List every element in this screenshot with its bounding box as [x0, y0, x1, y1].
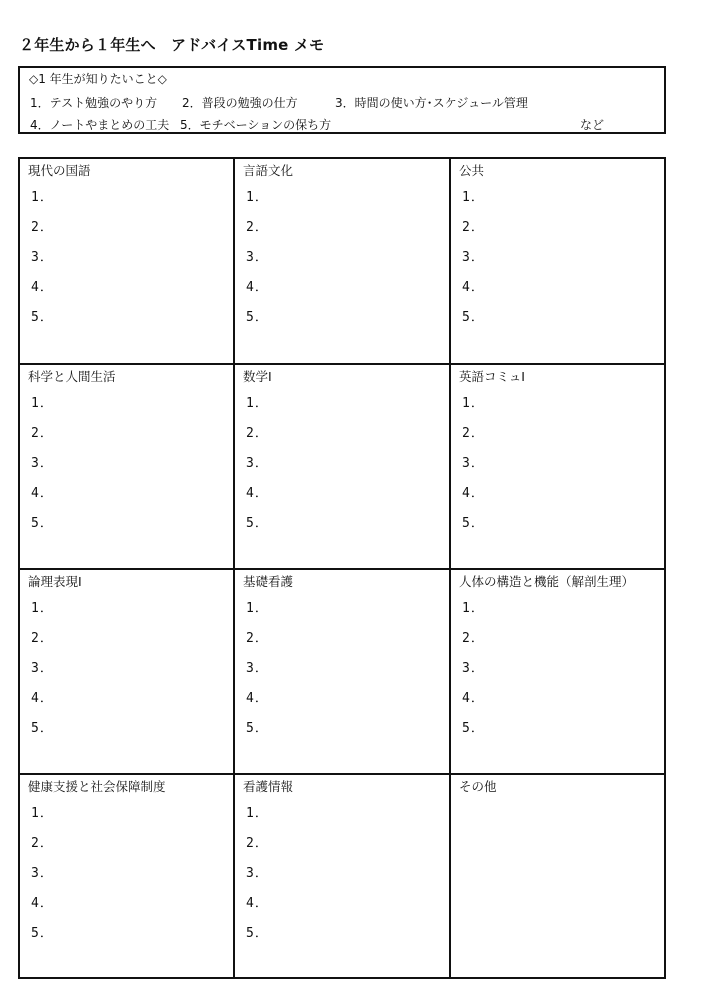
- subject-cell: [235, 775, 451, 977]
- advice-list: [246, 189, 269, 339]
- subject-name: 数学Ⅰ: [243, 369, 272, 384]
- subject-name: 科学と人間生活: [28, 369, 116, 384]
- advice-item: 1．: [31, 396, 54, 411]
- advice-item: 5．: [462, 721, 485, 736]
- advice-item: 3．: [246, 250, 269, 265]
- advice-list: [246, 600, 269, 750]
- subject-name: その他: [459, 779, 497, 794]
- subject-cell: [20, 159, 235, 365]
- advice-item: 5．: [31, 516, 54, 531]
- subject-cell: [451, 570, 664, 775]
- subject-name: 言語文化: [243, 163, 294, 178]
- advice-item: 3．: [31, 456, 54, 471]
- subject-cell: [235, 159, 451, 365]
- advice-item: 4．: [31, 486, 54, 501]
- subject-name: 英語コミュⅠ: [459, 369, 525, 384]
- advice-item: 3．: [31, 866, 54, 881]
- advice-list: [246, 805, 269, 955]
- advice-item: 2．: [462, 631, 485, 646]
- subject-name: 看護情報: [243, 779, 294, 794]
- advice-item: 3．: [31, 250, 54, 265]
- subject-name: 健康支援と社会保障制度: [28, 779, 166, 794]
- advice-item: 4．: [246, 280, 269, 295]
- subject-cell: [20, 365, 235, 570]
- advice-item: 4．: [31, 691, 54, 706]
- subject-cell: [20, 775, 235, 977]
- advice-item: 4．: [246, 486, 269, 501]
- advice-item: 2．: [31, 631, 54, 646]
- advice-item: 3．: [462, 661, 485, 676]
- advice-item: 2．: [246, 836, 269, 851]
- subject-name: 人体の構造と機能（解剖生理）: [459, 574, 635, 589]
- advice-item: 1．: [246, 396, 269, 411]
- advice-list: [462, 600, 485, 750]
- advice-item: 3．: [462, 250, 485, 265]
- topics-heading: ◇1 年生が知りたいこと◇: [29, 72, 167, 86]
- advice-list: [31, 805, 54, 955]
- advice-item: 1．: [31, 601, 54, 616]
- topic-item: 4．ノートやまとめの工夫: [30, 118, 170, 132]
- advice-item: 1．: [462, 601, 485, 616]
- subject-cell: [451, 775, 664, 977]
- advice-list: [246, 395, 269, 545]
- advice-item: 2．: [246, 631, 269, 646]
- advice-item: 3．: [246, 661, 269, 676]
- advice-item: 3．: [246, 456, 269, 471]
- advice-item: 5．: [462, 310, 485, 325]
- subject-cell: [235, 365, 451, 570]
- subject-name: 公共: [459, 163, 485, 178]
- advice-item: 2．: [31, 426, 54, 441]
- advice-item: 4．: [462, 691, 485, 706]
- advice-item: 1．: [31, 806, 54, 821]
- advice-item: 3．: [31, 661, 54, 676]
- advice-item: 4．: [246, 896, 269, 911]
- subject-name: 現代の国語: [28, 163, 91, 178]
- advice-item: 1．: [246, 190, 269, 205]
- subject-grid: [18, 157, 666, 979]
- advice-item: 3．: [246, 866, 269, 881]
- advice-item: 4．: [31, 896, 54, 911]
- topics-suffix: など: [580, 118, 605, 132]
- subject-cell: [235, 570, 451, 775]
- advice-item: 2．: [246, 220, 269, 235]
- advice-item: 5．: [31, 721, 54, 736]
- subject-name: 基礎看護: [243, 574, 294, 589]
- advice-list: [31, 189, 54, 339]
- advice-list: [31, 600, 54, 750]
- topic-item: 2．普段の勉強の仕方: [182, 96, 298, 110]
- subject-cell: [451, 365, 664, 570]
- advice-item: 3．: [462, 456, 485, 471]
- subject-cell: [20, 570, 235, 775]
- advice-item: 5．: [31, 926, 54, 941]
- advice-item: 5．: [31, 310, 54, 325]
- advice-item: 5．: [462, 516, 485, 531]
- advice-item: 5．: [246, 721, 269, 736]
- advice-item: 1．: [462, 396, 485, 411]
- advice-list: [462, 189, 485, 339]
- subject-name: 論理表現Ⅰ: [28, 574, 82, 589]
- subject-cell: [451, 159, 664, 365]
- advice-item: 4．: [246, 691, 269, 706]
- topic-item: 1．テスト勉強のやり方: [30, 96, 158, 110]
- advice-item: 4．: [31, 280, 54, 295]
- advice-item: 5．: [246, 926, 269, 941]
- advice-item: 1．: [246, 806, 269, 821]
- advice-item: 2．: [31, 836, 54, 851]
- advice-item: 4．: [462, 486, 485, 501]
- advice-list: [462, 395, 485, 545]
- advice-item: 2．: [31, 220, 54, 235]
- page-title: ２年生から１年生へ アドバイスTime メモ: [19, 36, 325, 54]
- topic-item: 3．時間の使い方･スケジュール管理: [335, 96, 528, 110]
- advice-item: 5．: [246, 310, 269, 325]
- advice-item: 4．: [462, 280, 485, 295]
- advice-item: 2．: [246, 426, 269, 441]
- advice-item: 2．: [462, 220, 485, 235]
- advice-item: 2．: [462, 426, 485, 441]
- advice-item: 5．: [246, 516, 269, 531]
- advice-item: 1．: [31, 190, 54, 205]
- topics-box: [18, 66, 666, 134]
- advice-item: 1．: [246, 601, 269, 616]
- topic-item: 5．モチベーションの保ち方: [180, 118, 332, 132]
- advice-list: [31, 395, 54, 545]
- advice-item: 1．: [462, 190, 485, 205]
